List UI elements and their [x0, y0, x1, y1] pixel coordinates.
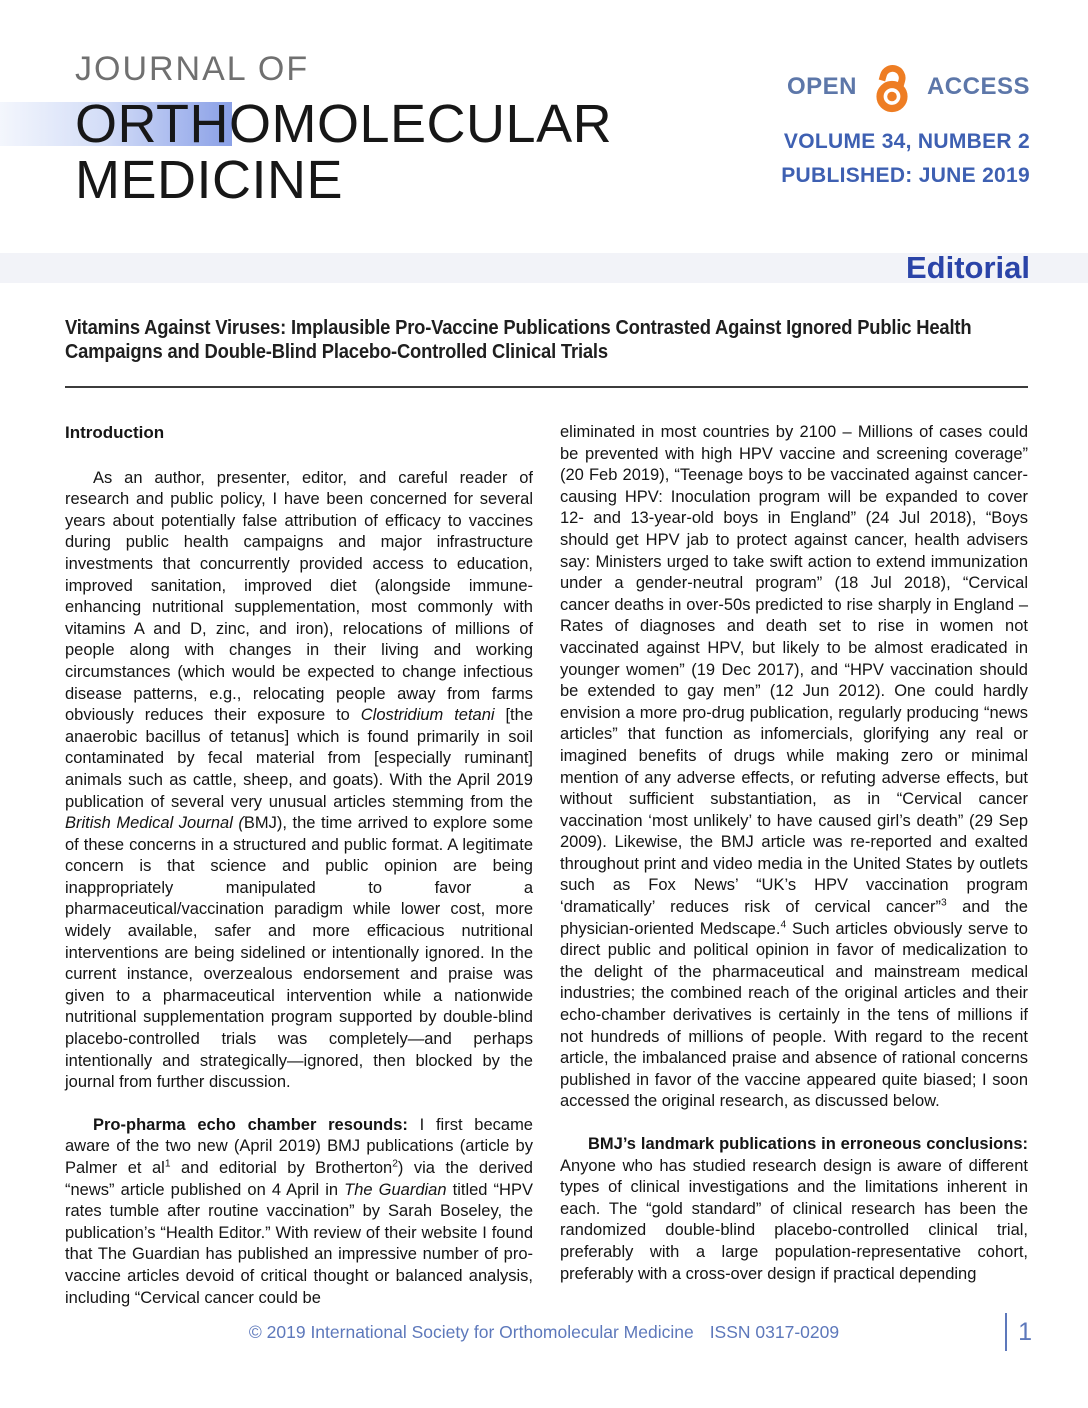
title-divider — [65, 386, 1028, 388]
journal-logo — [75, 52, 612, 208]
open-access-row — [781, 58, 1030, 116]
issue-info — [781, 58, 1030, 188]
page-number-divider — [1005, 1313, 1007, 1351]
open-access-open-label: OPEN — [786, 73, 857, 100]
published-date: PUBLISHED: JUNE 2019 — [781, 164, 1030, 187]
intro-heading: Introduction — [65, 423, 165, 442]
paragraph-pro-pharma: Pro-pharma echo chamber resounds: I first became aware of the two new (April 2019) BMJ publications (article by Palmer et $al^1$ and editorial by Brotherton$^2$) via the derived “news” article published on 4 April in The Guardian titled “HPV rates tumble after routine vaccination” by Sarah Boseley, the publication’s “Health Editor.” With review of their website I found that The Guardian has published an impressive number of pro-vaccine articles devoid of critical thought or balanced analysis, including “Cervical cancer could be — [65, 1115, 533, 1307]
page-number-block — [1005, 1313, 1032, 1351]
journal-name-line1: JOURNAL OF — [75, 50, 310, 88]
open-access-lock-icon — [869, 57, 915, 118]
article-title: Vitamins Against Viruses: Implausible Pro-Vaccine Publications Contrasted Against Ignored Public Health Campaigns and Double-Blind Placebo-Controlled Clinical Trials — [65, 317, 972, 363]
paragraph-continuation: eliminated in most countries by 2100 – Millions of cases could be prevented with high HPV vaccine and screening coverage” (20 Feb 2019), “Teenage boys to be vaccinated against cancer-causing HPV: Inoculation program will be expanded to cover 12- and 13-year-old boys in England” (24 Jul 2018), “Boys should get HPV jab to protect against cancer, health advisers say: Ministers urged to take swift action to extend immunization under a gender-neutral program” (18 Jul 2018), “Cervical cancer deaths in over-50s predicted to rise sharply in England – Rates of diagnoses and death set to rise in women not vaccinated against HPV, but likely to be almost eradicated in younger women” (19 Dec 2017), and “HPV vaccination should be extended to gay men” (12 Jun 2012). One could hardly envision a more pro-drug publication, regularly producing “news articles” that function as infomercials, glorifying any real or imagined benefits of drugs while making zero or minimal mention of any adverse effects, or refuting adverse effects, but without sufficient substantiation, as in “Cervical cancer vaccination ‘most unlikely’ to have caused girl’s death” (29 Sep 2009). Likewise, the BMJ article was re-reported and exalted throughout print and video media in the United States by outlets such as Fox News’ “UK’s HPV vaccination program ‘dramatically’ reduces risk of cervical cancer”$^3$ and the physician-oriented Medscape.$^4$ Such articles obviously serve to direct public and political opinion in favor of medicalization to the delight of the pharmaceutical and mainstream medical industries; the combined reach of the original articles and their echo-chamber derivatives is certainly in the tens of millions if not hundreds of millions of people. With regard to the recent article, the imbalanced praise and absence of rational concerns published in favor of the vaccine appeared quite biased; I soon accessed the original research, as discussed below. — [560, 423, 1028, 1111]
journal-name-line2: ORTHOMOLECULAR — [75, 96, 612, 152]
section-banner — [0, 250, 1088, 285]
right-column — [560, 422, 1028, 1309]
page-footer — [0, 1310, 1088, 1354]
copyright-text: © 2019 International Society for Orthomolecular Medicine — [248, 1322, 694, 1342]
section-banner-label: Editorial — [905, 250, 1030, 285]
issn-text: ISSN 0317-0209 — [709, 1322, 840, 1342]
journal-name-line3: MEDICINE — [75, 150, 344, 210]
article-body — [65, 422, 1028, 1309]
volume-number: VOLUME 34, NUMBER 2 — [783, 130, 1030, 153]
left-column — [65, 422, 533, 1309]
paragraph-introduction: As an author, presenter, editor, and careful reader of research and public policy, I have been concerned for several years about potentially false attribution of efficacy to vaccines during public health campaigns and major infrastructure investments that concurrently provided access to education, improved sanitation, improved diet (alongside immune-enhancing nutritional supplementation, most commonly with vitamins A and D, zinc, and iron), relocations of millions of people along with changes in their living and working circumstances (which would be expected to change infectious disease patterns, e.g., relocating people away from farms obviously reduces their exposure to Clostridium tetani [the anaerobic bacillus of tetanus] which is found primarily in soil contaminated by fecal material from [especially ruminant] animals such as cattle, sheep, and goats). With the April 2019 publication of several very unusual articles stemming from the British Medical Journal (BMJ), the time arrived to explore some of these concerns in a structured and public format. A legitimate concern is that science and public opinion are being inappropriately manipulated to favor a pharmaceutical/vaccination paradigm while lower cost, more widely available, safer and more efficacious nutritional interventions are being sidelined or intentionally ignored. In the current instance, overzealous endorsement and praise was given to a pharmaceutical intervention while a nationwide nutritional supplementation program supported by double-blind placebo-controlled trials was completely—and perhaps intentionally and strategically—ignored, then blocked by the journal from further discussion. — [65, 468, 533, 1092]
page-number: 1 — [1018, 1317, 1032, 1346]
copyright-line — [0, 1310, 1088, 1354]
open-access-access-label: ACCESS — [926, 73, 1030, 100]
paragraph-bmj-landmark: BMJ’s landmark publications in erroneous conclusions: Anyone who has studied research design is aware of different types of clinical investigations and the limitations inherent in each. The “gold standard” of clinical research has been the randomized double-blind placebo-controlled clinical trial, preferably with a large population-representative cohort, preferably with a cross-over design if practical depending — [560, 1135, 1028, 1283]
